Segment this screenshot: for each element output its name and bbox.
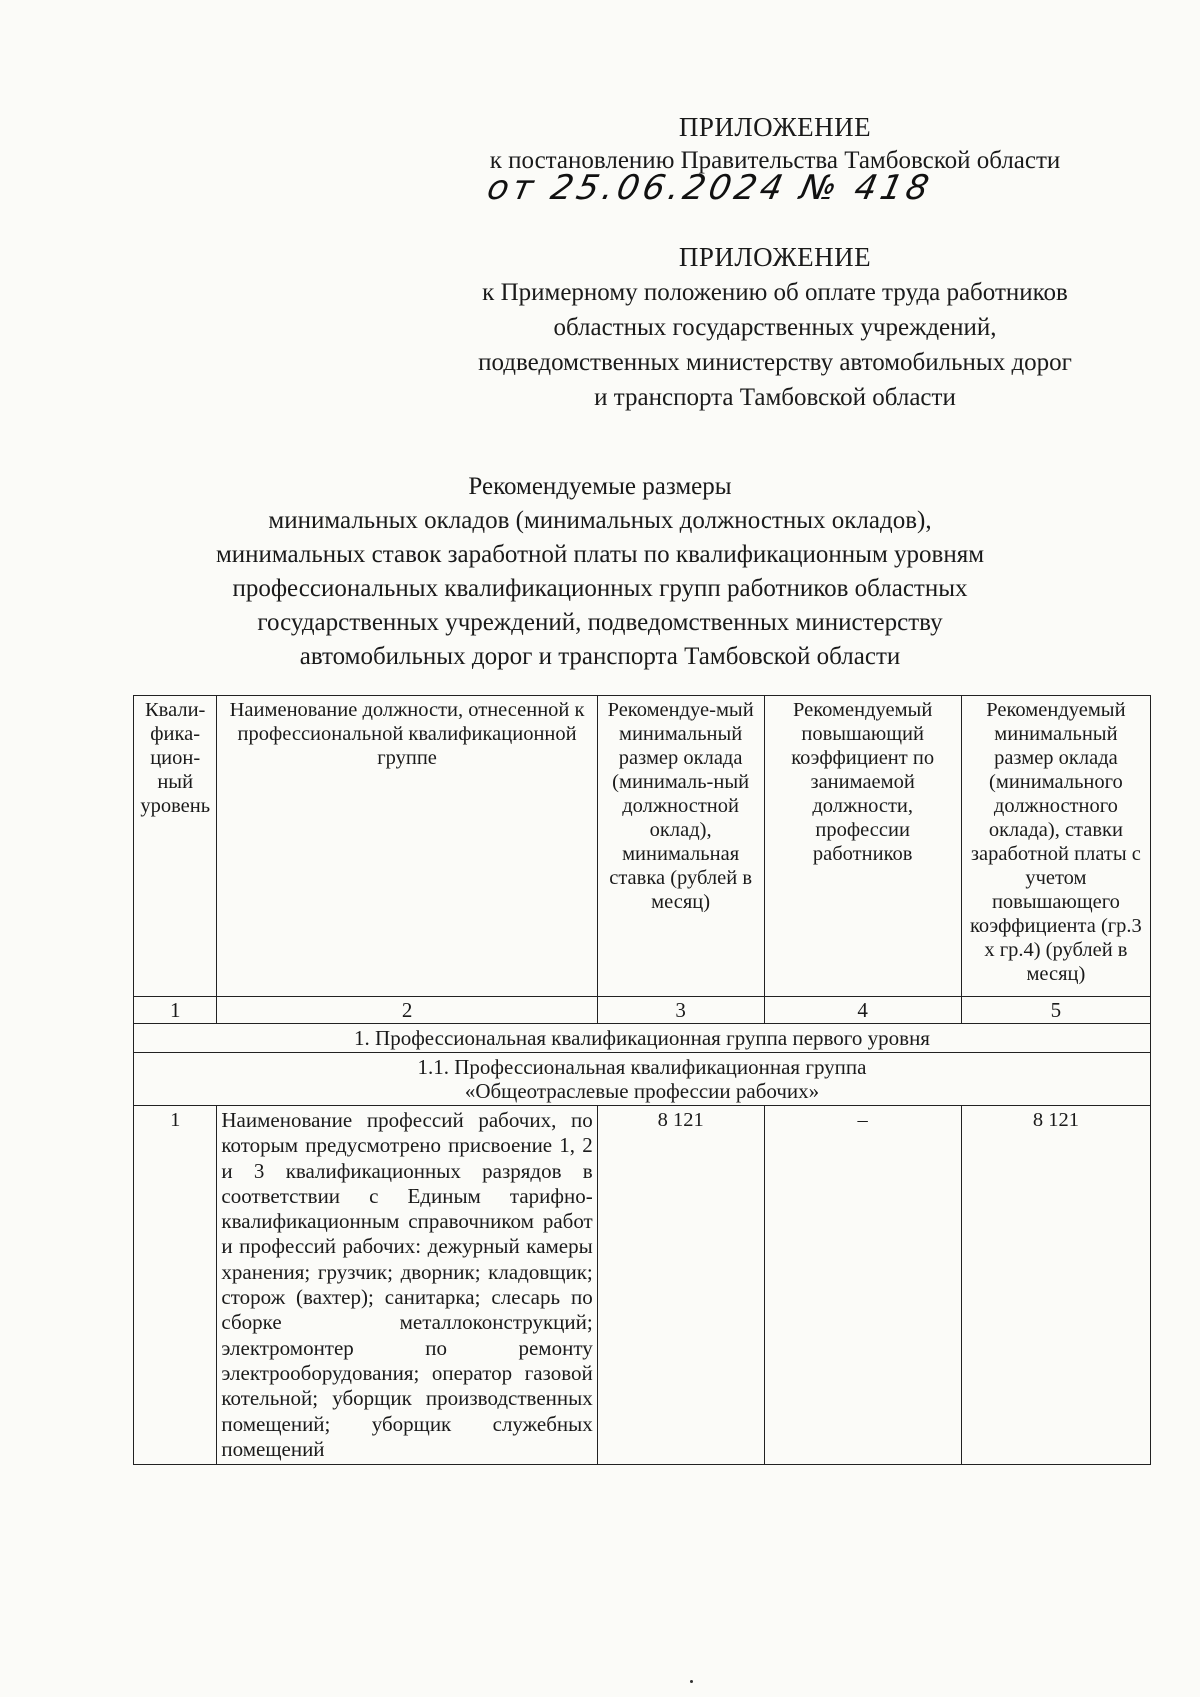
appendix-line: и транспорта Тамбовской области [594, 384, 956, 411]
coefficient-value: – [764, 1106, 961, 1465]
appendix-line: подведомственных министерству автомобильных дорог [478, 349, 1072, 376]
document-title [140, 470, 1060, 674]
subgroup-heading-line: «Общеотраслевые профессии рабочих» [464, 1079, 820, 1103]
column-number: 1 [134, 997, 217, 1024]
column-number: 4 [764, 997, 961, 1024]
column-number: 5 [961, 997, 1150, 1024]
table-row [134, 1106, 1151, 1465]
salary-value: 8 121 [597, 1106, 764, 1465]
group-row-1-1 [134, 1053, 1151, 1106]
position-description: Наименование профессий рабочих, по которым предусмотрено присвоение 1, 2 и 3 квалификационных разрядов в соответствии с Единым тарифно-квалификационным справочником работ и профессий рабочих: дежурный камеры хранения; грузчик; дворник; кладовщик; сторож (вахтер); санитарка; слесарь по сборке металлоконструкций; электромонтер по ремонту электрооборудования; оператор газовой котельной; уборщик производственных помещений; уборщик служебных помещений [217, 1106, 597, 1465]
column-header-salary: Рекомендуе-мый минимальный размер оклада (минималь-ный должностной оклад), минимальная ставка (рублей в месяц) [597, 696, 764, 997]
title-line: Рекомендуемые размеры [468, 473, 732, 500]
column-number: 2 [217, 997, 597, 1024]
column-number-row [134, 997, 1151, 1024]
handwritten-date-number: от 25.06.2024 № 418 [483, 168, 937, 208]
appendix-title-2: ПРИЛОЖЕНИЕ [678, 242, 872, 272]
appendix-header-2 [420, 240, 1130, 415]
salary-table [133, 695, 1151, 1465]
subgroup-heading [134, 1053, 1151, 1106]
column-header-position: Наименование должности, отнесенной к профессиональной квалификационной группе [217, 696, 597, 997]
title-line: минимальных окладов (минимальных должностных окладов), [268, 507, 932, 534]
title-line: минимальных ставок заработной платы по квалификационным уровням [215, 541, 985, 568]
group-heading: 1. Профессиональная квалификационная группа первого уровня [134, 1024, 1151, 1053]
title-line: автомобильных дорог и транспорта Тамбовской области [299, 643, 901, 670]
appendix-reference: к постановлению Правительства Тамбовской области [489, 147, 1061, 174]
group-row-1 [134, 1024, 1151, 1053]
title-line: государственных учреждений, подведомственных министерству [257, 609, 943, 636]
column-header-coefficient: Рекомендуемый повышающий коэффициент по занимаемой должности, профессии работников [764, 696, 961, 997]
total-value: 8 121 [961, 1106, 1150, 1465]
column-number: 3 [597, 997, 764, 1024]
appendix-line: областных государственных учреждений, [553, 314, 997, 341]
column-header-level: Квали-фика-цион-ный уровень [134, 696, 217, 997]
subgroup-heading-line: 1.1. Профессиональная квалификационная группа [417, 1055, 867, 1079]
table-header-row [134, 696, 1151, 997]
appendix-title: ПРИЛОЖЕНИЕ [678, 112, 872, 142]
title-line: профессиональных квалификационных групп работников областных [232, 575, 968, 602]
qualification-level: 1 [134, 1106, 217, 1465]
column-header-total: Рекомендуемый минимальный размер оклада (минимального должностного оклада), ставки заработной платы с учетом повышающего коэффициента (гр.3 х гр.4) (рублей в месяц) [961, 696, 1150, 997]
appendix-line: к Примерному положению об оплате труда работников [482, 279, 1068, 306]
scan-speck [690, 1680, 693, 1683]
